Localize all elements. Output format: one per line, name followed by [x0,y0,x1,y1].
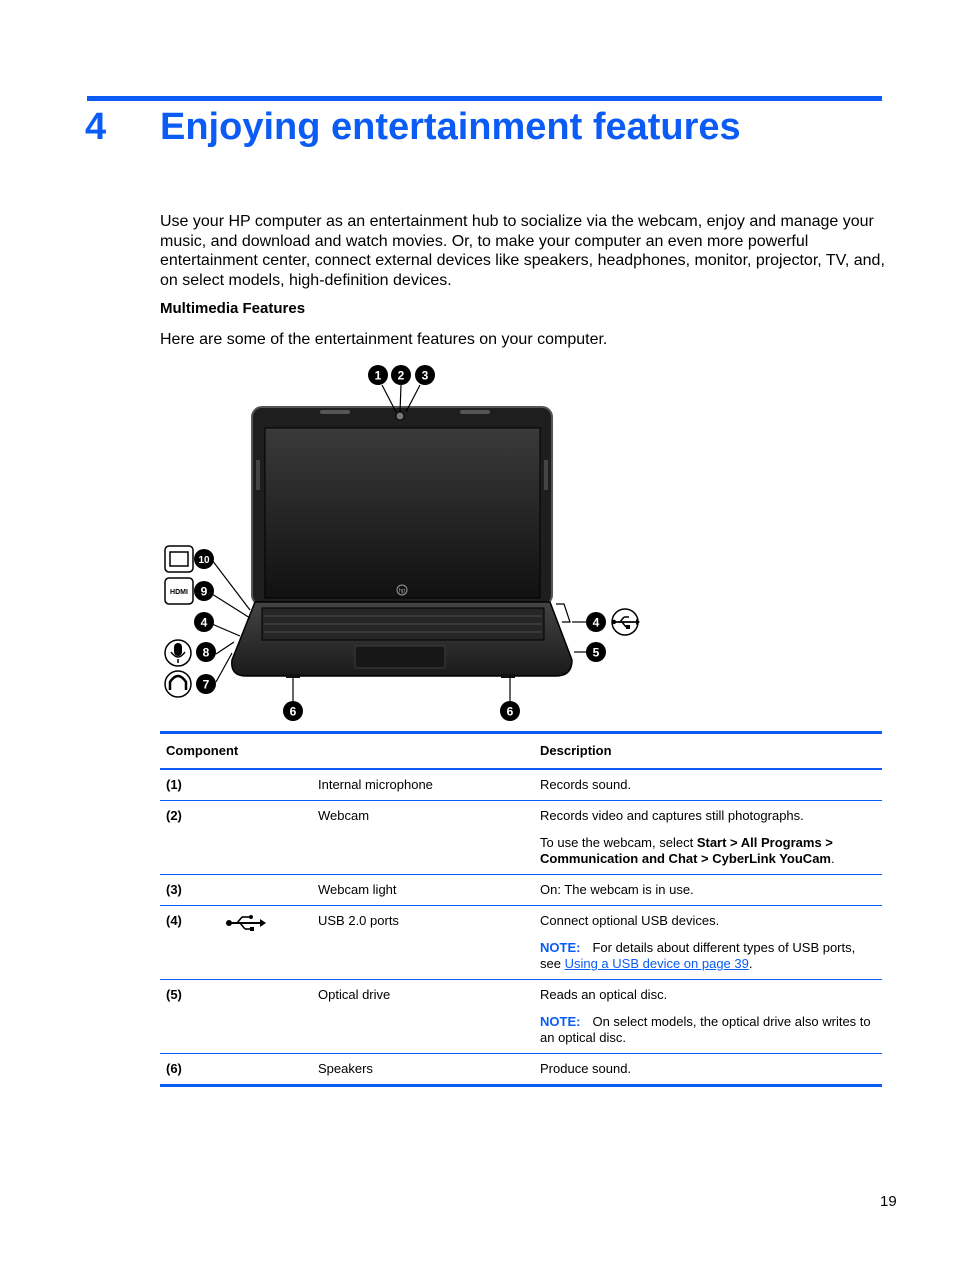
section-heading: Multimedia Features [160,300,306,317]
chapter-rule [87,96,882,101]
row-description [534,801,882,875]
callout-10: 10 [198,555,210,566]
row-description [534,980,882,1054]
table-row [160,906,882,980]
chapter-title: Enjoying entertainment features [160,106,741,148]
microphone-icon [165,640,191,666]
component-table [160,731,882,1087]
row-number: (6) [166,1061,182,1076]
monitor-port-icon [165,546,193,572]
row-description [534,769,882,801]
note-label: NOTE: [540,940,581,955]
instruction-prefix: To use the webcam, select [540,835,697,850]
callout-4-left: 4 [200,615,208,630]
hdmi-icon [165,578,193,604]
laptop-figure [160,360,650,725]
callout-5: 5 [592,645,600,660]
table-row [160,769,882,801]
row-number: (4) [166,913,182,928]
callout-8: 8 [202,645,210,660]
row-component: Internal microphone [312,769,534,801]
callout-6-right: 6 [506,704,514,719]
row-component: USB 2.0 ports [312,906,534,980]
note-suffix: . [748,956,753,971]
chapter-number: 4 [85,106,107,148]
header-description: Description [534,733,882,770]
laptop-base [232,602,572,678]
usb-device-link[interactable]: Using a USB device on page 39 [564,956,749,971]
hdmi-label: HDMI [170,589,188,596]
row-component: Speakers [318,1061,373,1076]
description-text: On: The webcam is in use. [540,882,694,897]
page-number: 19 [880,1193,897,1210]
usb-icon [225,914,267,932]
note [540,1014,876,1046]
callout-7: 7 [202,677,210,692]
description-text: Reads an optical disc. [540,987,668,1002]
table-row [160,875,882,906]
callout-4-right: 4 [592,615,600,630]
table-header-row [160,733,882,770]
description-text: Records video and captures still photographs. [540,808,804,823]
callout-3: 3 [421,368,429,383]
row-description [534,906,882,980]
instruction-suffix: . [830,851,835,866]
row-component: Optical drive [312,980,534,1054]
callout-1: 1 [374,368,382,383]
laptop-lid [252,407,552,605]
webcam-lens [396,412,404,420]
row-number: (5) [160,980,312,1054]
row-number: (3) [160,875,312,906]
menu-path: Start > All Programs > Communication and Chat > CyberLink YouCam [540,835,833,866]
row-description [534,875,882,906]
note-label: NOTE: [540,1014,581,1029]
usb-icon [612,609,640,635]
description-text: Produce sound. [540,1061,632,1076]
hp-logo-text: hp [398,588,406,595]
note [540,940,876,972]
intro-paragraph: Use your HP computer as an entertainment hub to socialize via the webcam, enjoy and manage your music, and download and watch movies. Or, to make your computer an even more powerful entertainment center, connect external devices like speakers, headphones, monitor, projector, TV, and, on select models, high-definition devices. [160,213,885,289]
row-number-cell [160,906,312,980]
callout-2: 2 [397,368,405,383]
section-lead: Here are some of the entertainment features on your computer. [160,331,608,348]
callout-9: 9 [200,584,208,599]
note-text: For details about different types of USB ports, see [540,940,856,971]
description-text: Connect optional USB devices. [540,913,720,928]
table-row [160,801,882,875]
table-row [160,980,882,1054]
row-number: (1) [160,769,312,801]
header-component: Component [160,733,534,770]
row-component: Webcam [312,801,534,875]
table-row [160,1054,882,1086]
headphones-icon [165,671,191,697]
description-text: Records sound. [540,777,632,792]
description-instructions [540,835,876,867]
row-description [534,1054,882,1086]
callout-6-left: 6 [289,704,297,719]
note-text: On select models, the optical drive also writes to an optical disc. [540,1014,871,1045]
row-number: (2) [160,801,312,875]
row-component: Webcam light [312,875,534,906]
